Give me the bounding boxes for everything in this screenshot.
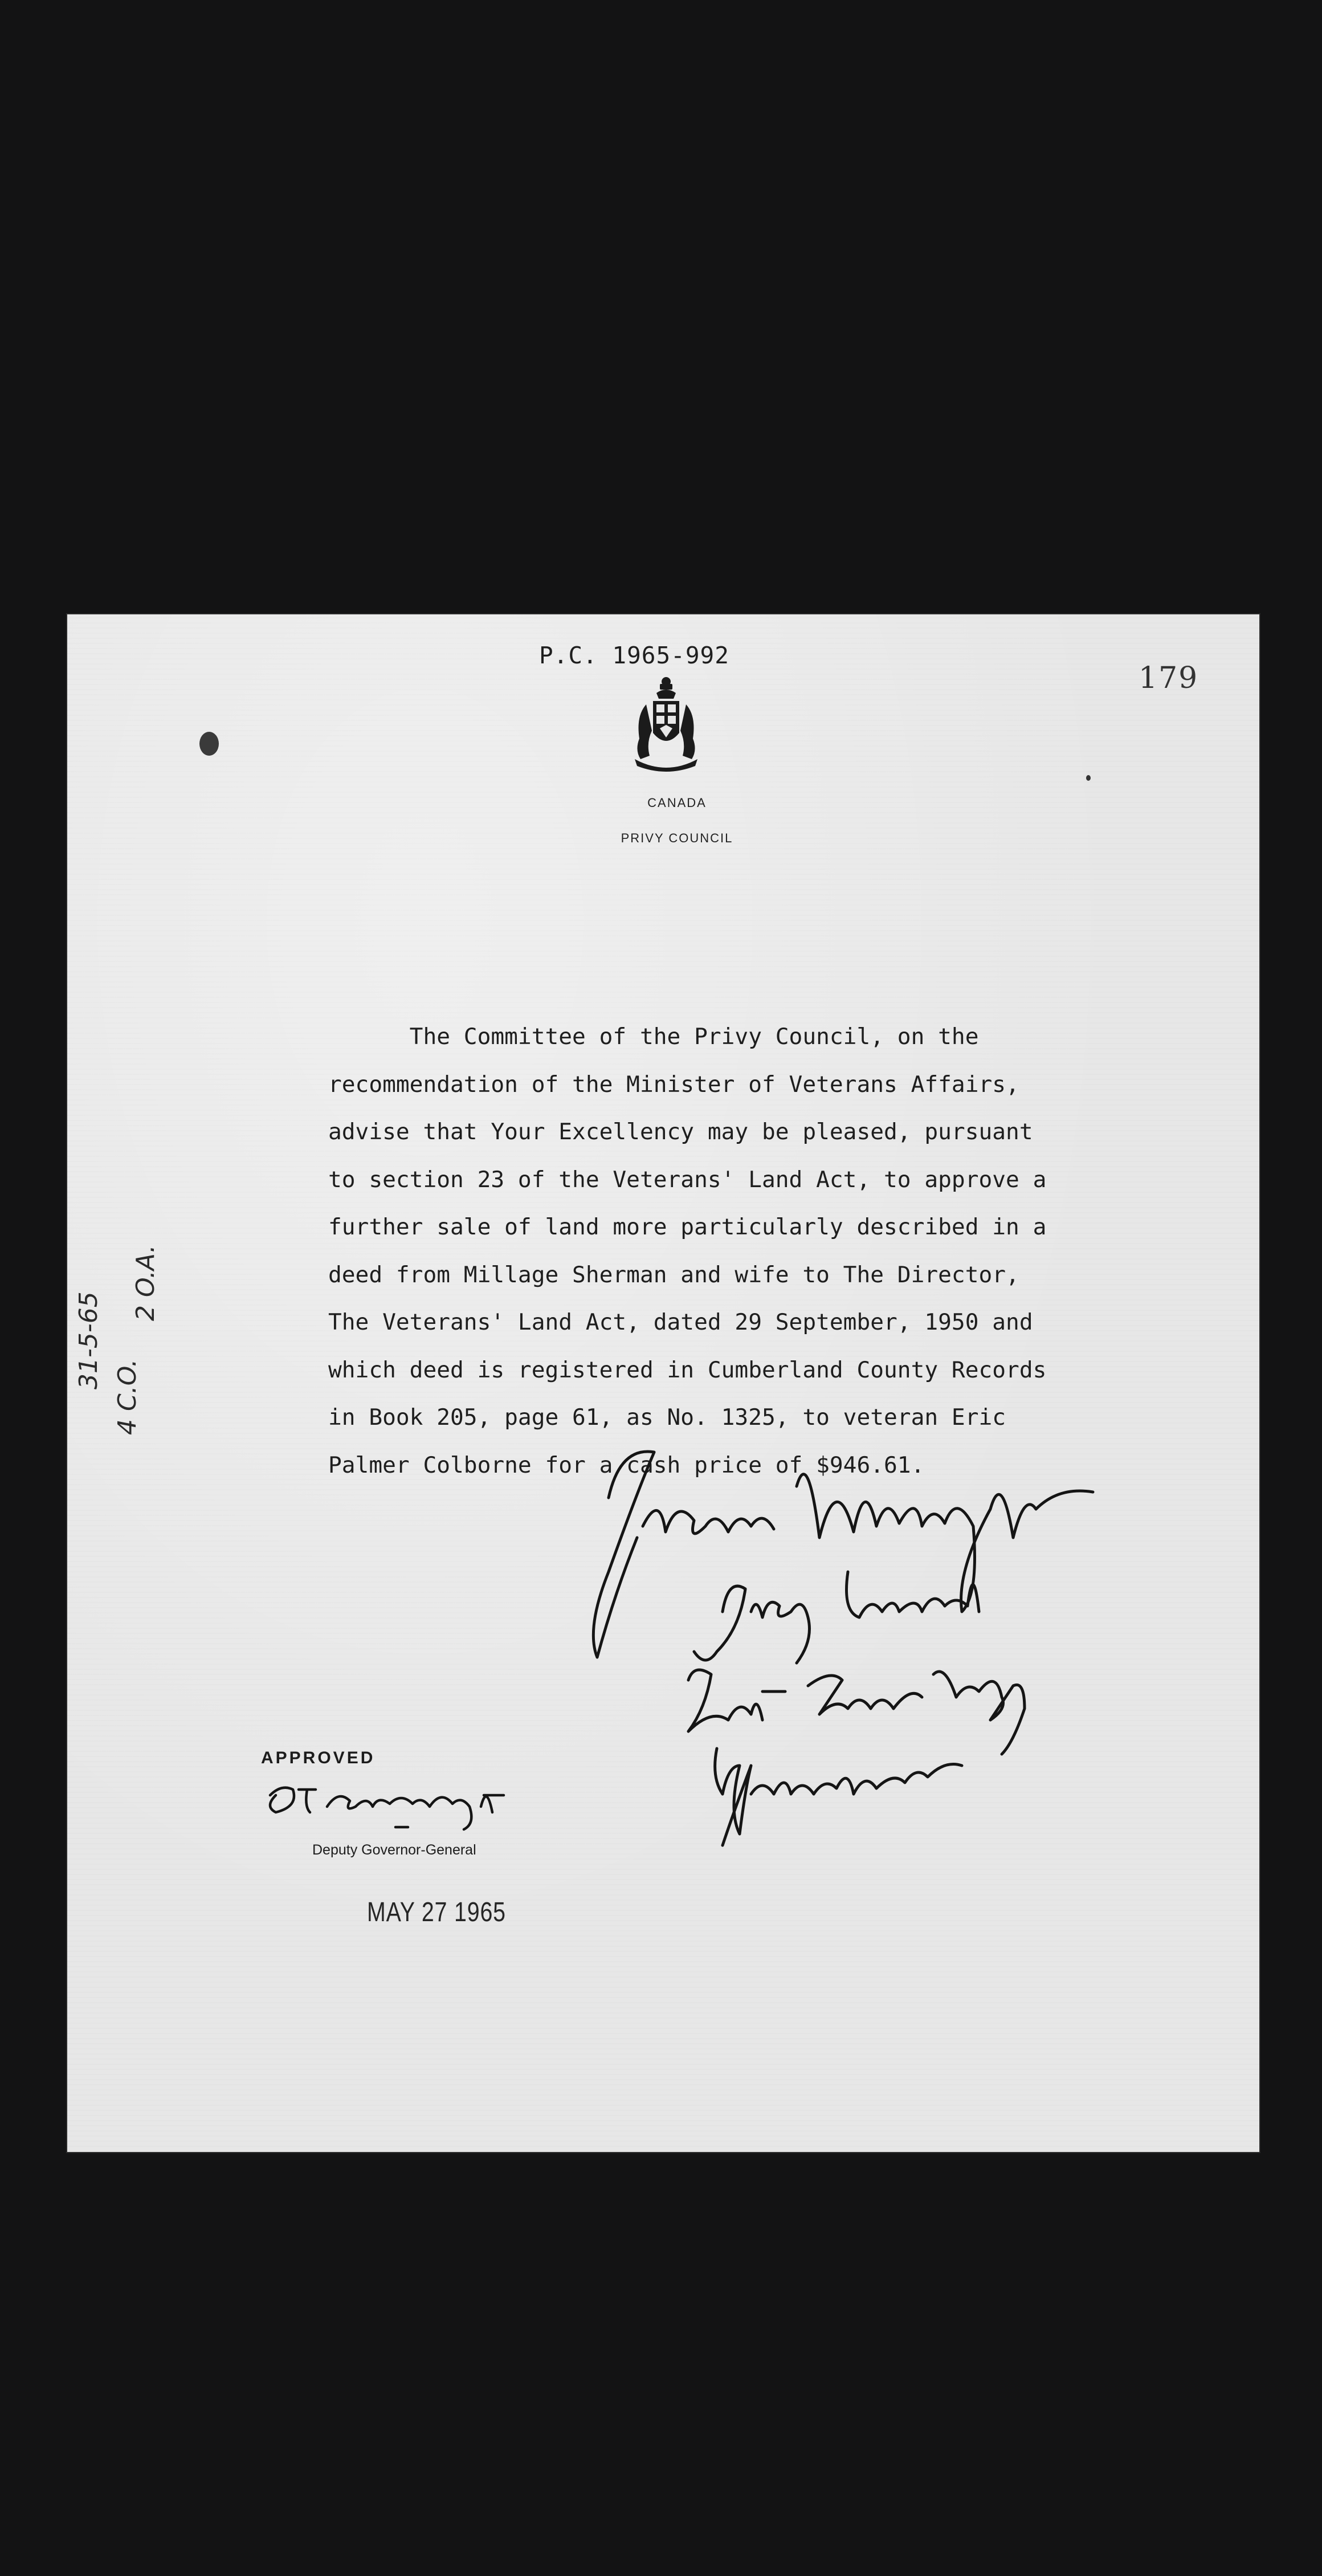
approval-date-stamp: MAY 27 1965 — [367, 1897, 506, 1927]
signature-judy-lamarsh — [694, 1572, 979, 1663]
body-line: Palmer Colborne for a cash price of $946.61. — [328, 1452, 925, 1478]
page-number: 179 — [1139, 661, 1199, 695]
body-line: to section 23 of the Veterans' Land Act, to approve a — [328, 1166, 1047, 1193]
body-line: in Book 205, page 61, as No. 1325, to veteran Eric — [328, 1404, 1006, 1430]
margin-note-date: 31-5-65 — [74, 1291, 103, 1389]
deputy-governor-general-signature — [259, 1772, 532, 1835]
letterhead-body: PRIVY COUNCIL — [621, 831, 733, 845]
body-line: further sale of land more particularly described in a — [328, 1214, 1047, 1240]
body-line: which deed is registered in Cumberland County Records — [328, 1356, 1047, 1383]
ink-speck — [1086, 775, 1091, 781]
approval-label: APPROVED — [261, 1748, 376, 1767]
body-line: recommendation of the Minister of Veterans Affairs, — [328, 1071, 1019, 1098]
signature-jr-nicholson — [715, 1748, 962, 1845]
signature-watson-macnaught — [593, 1452, 1093, 1657]
body-line: The Committee of the Privy Council, on the — [328, 1024, 979, 1050]
body-line: The Veterans' Land Act, dated 29 September, 1950 and — [328, 1309, 1033, 1335]
signer-title: Deputy Governor-General — [312, 1842, 476, 1858]
margin-note-code: 4 C.O. — [113, 1359, 142, 1435]
signature-rene-tremblay — [688, 1670, 1025, 1754]
margin-note-code: 2 O.A. — [131, 1245, 160, 1321]
order-number: P.C. 1965-992 — [539, 642, 729, 669]
letterhead-country: CANADA — [647, 796, 707, 810]
order-body-text — [328, 1013, 1172, 1489]
coat-of-arms-icon — [623, 676, 709, 772]
document-page — [67, 614, 1259, 2152]
body-line: deed from Millage Sherman and wife to The Director, — [328, 1261, 1019, 1288]
body-line: advise that Your Excellency may be pleased, pursuant — [328, 1119, 1033, 1145]
minister-signatures — [523, 1424, 1259, 1891]
punch-hole-mark — [199, 732, 219, 756]
